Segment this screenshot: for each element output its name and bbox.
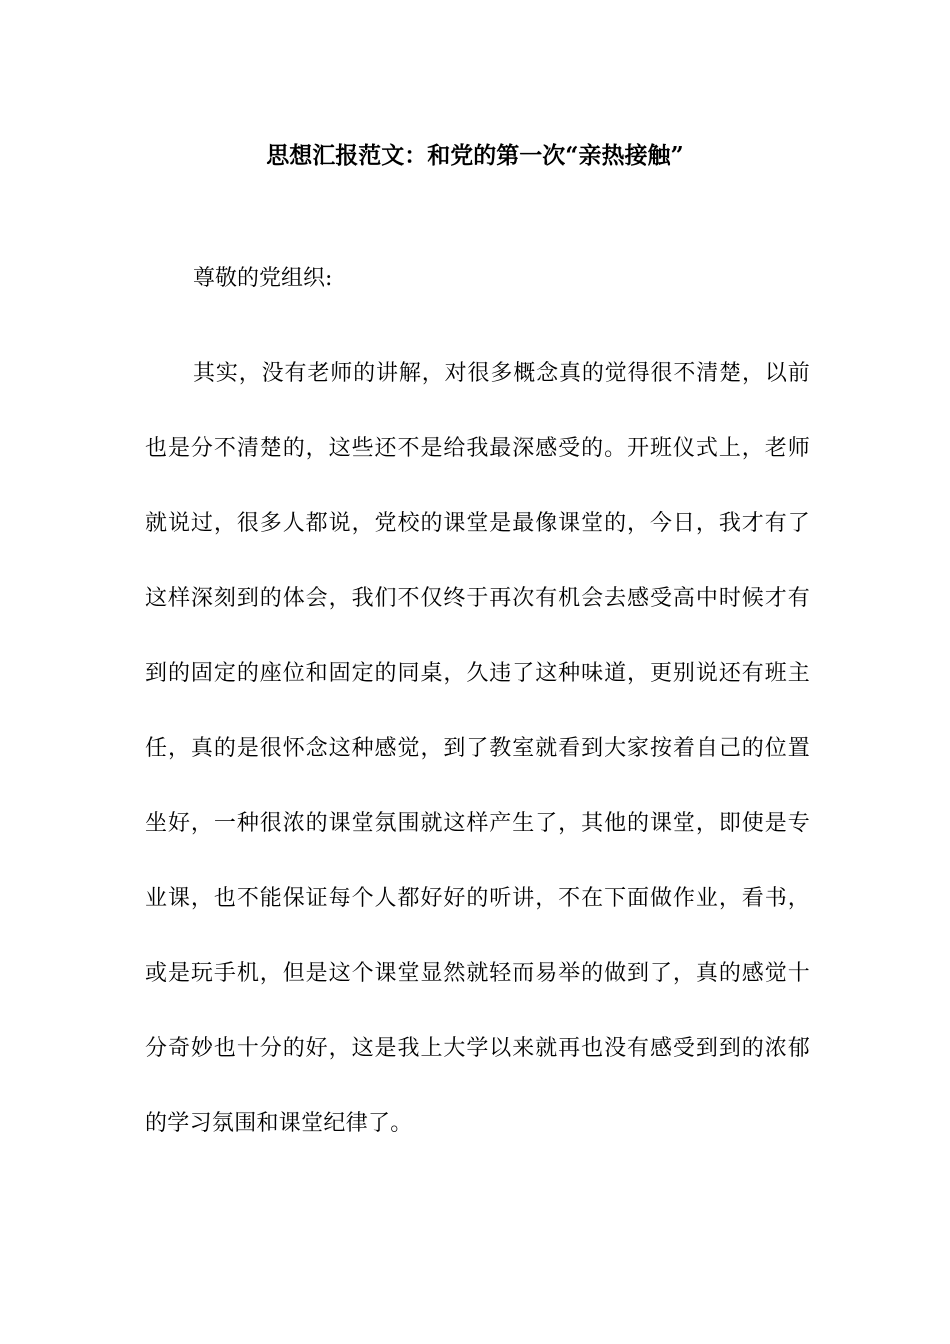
salutation: 尊敬的党组织:	[193, 266, 333, 291]
body-paragraph: 其实，没有老师的讲解，对很多概念真的觉得很不清楚，以前也是分不清楚的，这些还不是给我最深感受的。开班仪式上，老师就说过，很多人都说，党校的课堂是最像课堂的，今日，我才有了这样深刻到的体会，我们不仅终于再次有机会去感受高中时候才有到的固定的座位和固定的同桌，久违了这种味道，更别说还有班主任，真的是很怀念这种感觉，到了教室就看到大家按着自己的位置坐好，一种很浓的课堂氛围就这样产生了，其他的课堂，即使是专业课，也不能保证每个人都好好的听讲，不在下面做作业，看书，或是玩手机，但是这个课堂显然就轻而易举的做到了，真的感觉十分奇妙也十分的好，这是我上大学以来就再也没有感受到到的浓郁的学习氛围和课堂纪律了。	[145, 361, 810, 1136]
document-title: 思想汇报范文：和党的第一次“亲热接触”	[266, 142, 684, 169]
